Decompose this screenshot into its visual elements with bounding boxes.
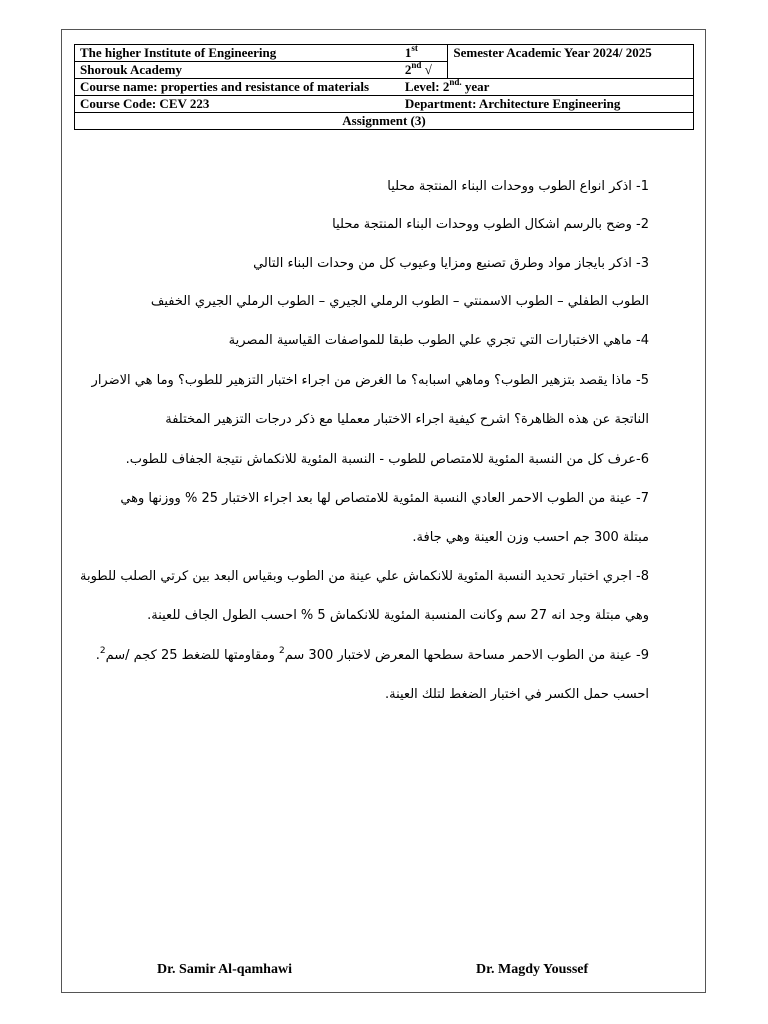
semester-second: 2nd √ — [400, 62, 448, 79]
level: Level: $2^{nd.}$ year — [400, 79, 694, 96]
signature-right: Dr. Magdy Youssef — [476, 962, 589, 977]
header-row-4 — [75, 96, 694, 113]
question-5: 5- ماذا يقصد بتزهير الطوب؟ وماهي اسبابه؟ ما الغرض من اجراء اختبار التزهير للطوب؟ وما هي الاضرار — [91, 373, 649, 388]
question-7: 7- عينة من الطوب الاحمر العادي النسبة المئوية للامتصاص لها بعد اجراء الاختبار 25 % ووزنها وهي — [120, 491, 649, 506]
question-3: 3- اذكر بايجاز مواد وطرق تصنيع ومزايا وعيوب كل من وحدات البناء التالي — [253, 256, 649, 271]
semester-first: 1st — [400, 45, 448, 62]
header-row-5 — [75, 113, 694, 130]
question-6: 6-عرف كل من النسبة المئوية للامتصاص للطوب - النسبة المئوية للانكماش نتيجة الجفاف للطوب. — [125, 452, 649, 467]
signature-left: Dr. Samir Al-qamhawi — [157, 962, 292, 977]
header-table — [74, 44, 694, 130]
assignment-title: Assignment (3) — [75, 113, 694, 130]
institute-name: The higher Institute of Engineering — [75, 45, 400, 62]
question-9: 9- عينة من الطوب الاحمر مساحة سطحها المعرض لاختبار 300 سم$^2$ ومقاومتها للضغط 25 كجم /سم$^2$. — [95, 645, 649, 663]
semester-academic-year: Semester Academic Year 2024/ 2025 — [448, 45, 694, 79]
question-2: 2- وضح بالرسم اشكال الطوب ووحدات البناء المنتجة محليا — [332, 217, 649, 232]
question-9-line-2: احسب حمل الكسر في اختبار الضغط لتلك العينة. — [384, 687, 649, 702]
question-1: 1- اذكر انواع الطوب ووحدات البناء المنتجة محليا — [387, 179, 649, 194]
question-8: 8- اجري اختبار تحديد النسبة المئوية للانكماش علي عينة من الطوب وبقياس البعد بين كرتي الصلب للطوبة — [80, 569, 649, 584]
question-7-line-2: مبتلة 300 جم احسب وزن العينة وهي جافة. — [412, 530, 649, 545]
course-name: Course name: properties and resistance of materials — [75, 79, 400, 96]
page-border — [61, 29, 706, 993]
academy-name: Shorouk Academy — [75, 62, 400, 79]
header-row-1 — [75, 45, 694, 62]
department: Department: Architecture Engineering — [400, 96, 694, 113]
question-5-line-2: الناتجة عن هذه الظاهرة؟ اشرح كيفية اجراء الاختبار معمليا مع ذكر درجات التزهير المختلفة — [165, 412, 649, 427]
question-8-line-2: وهي مبتلة وجد انه 27 سم وكانت المنسبة المئوية للانكماش 5 % احسب الطول الجاف للعينة. — [147, 608, 649, 623]
header-row-3 — [75, 79, 694, 96]
question-3-line-2: الطوب الطفلي – الطوب الاسمنتي – الطوب الرملي الجيري – الطوب الرملي الجيري الخفيف — [150, 294, 649, 309]
course-code: Course Code: CEV 223 — [75, 96, 400, 113]
check-mark: √ — [424, 62, 432, 77]
question-4: 4- ماهي الاختبارات التي تجري علي الطوب طبقا للمواصفات القياسية المصرية — [228, 333, 649, 348]
